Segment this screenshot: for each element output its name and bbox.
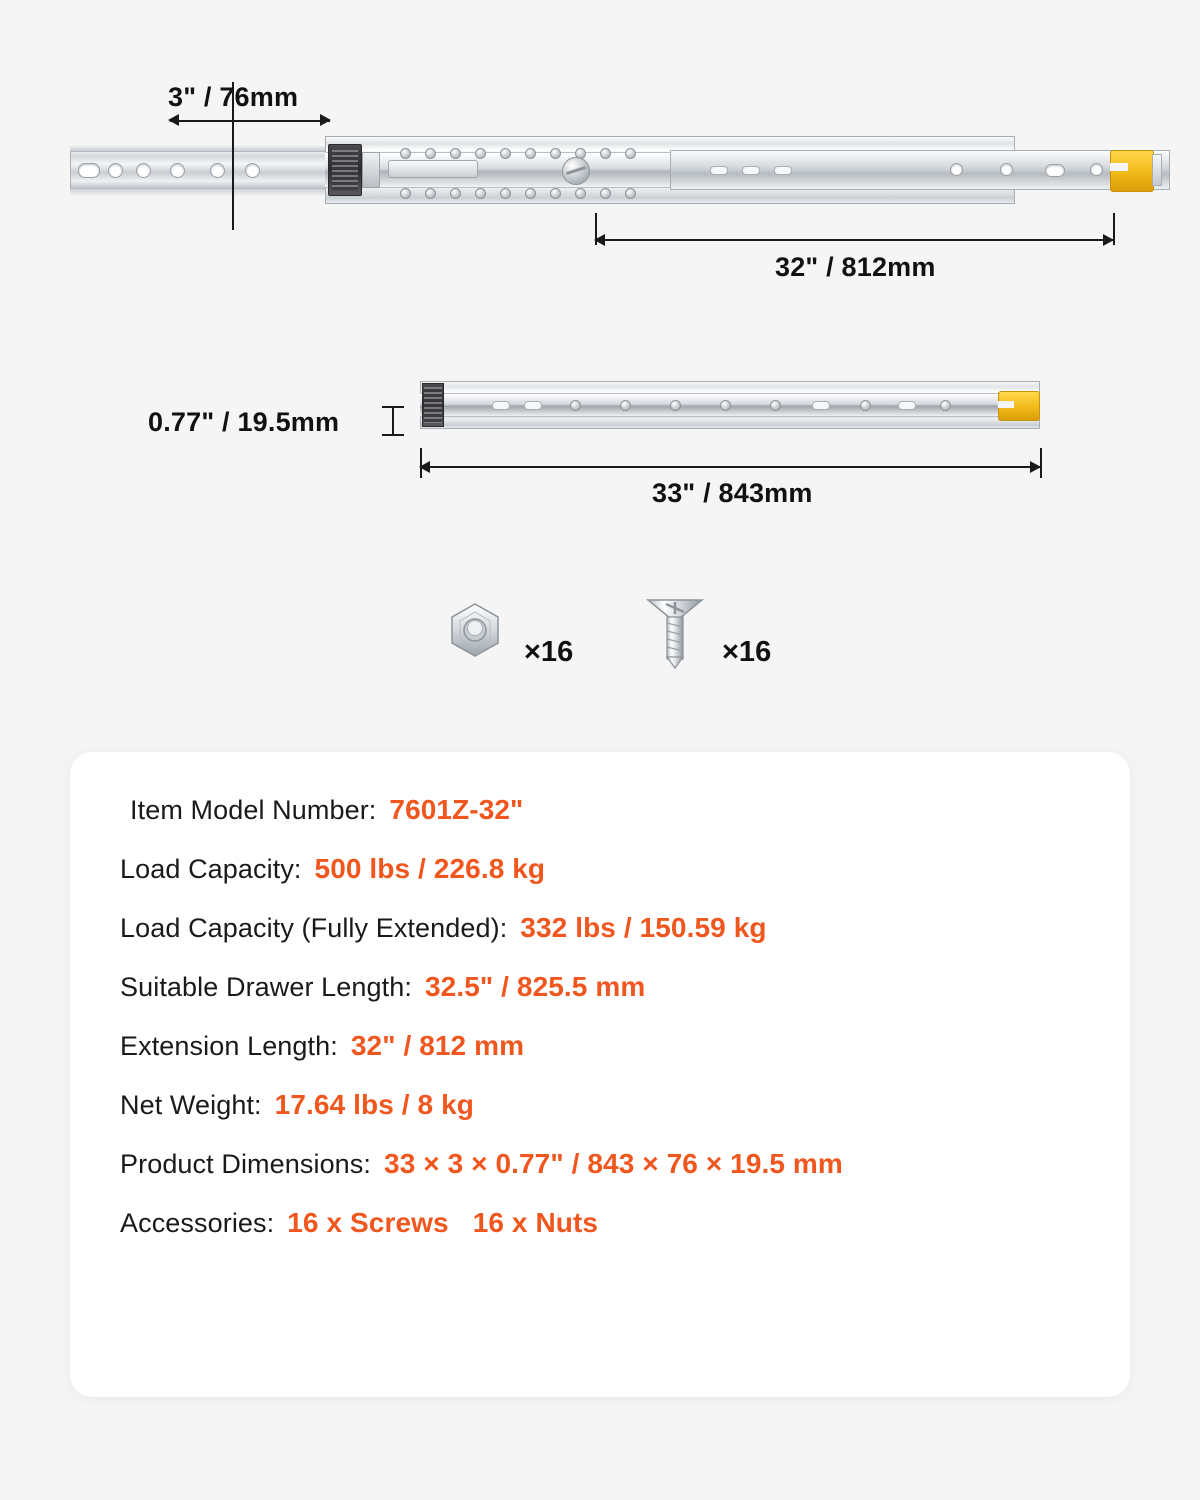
spec-row-extension-length <box>120 1030 1096 1062</box>
spec-value: 500 lbs / 226.8 kg <box>314 853 546 884</box>
release-lever-notch <box>998 401 1014 408</box>
ball-bearing <box>450 148 461 159</box>
spec-list <box>120 794 1096 1266</box>
ball-bearing <box>575 188 586 199</box>
spec-value: 33 × 3 × 0.77" / 843 × 76 × 19.5 mm <box>384 1148 843 1179</box>
mounting-hole <box>170 163 185 178</box>
mounting-hole <box>245 163 260 178</box>
inner-slot <box>1045 164 1065 177</box>
spec-value-nuts: 16 x Nuts <box>472 1207 599 1238</box>
ball-bearing <box>600 188 611 199</box>
mounting-hole <box>136 163 151 178</box>
ball-bearing <box>500 148 511 159</box>
spec-label: Net Weight: <box>120 1090 262 1120</box>
end-cap <box>1152 154 1162 186</box>
spec-label: Extension Length: <box>120 1031 338 1061</box>
ball-bearing <box>425 148 436 159</box>
drawer-slide-extended <box>70 130 1160 210</box>
extension-dim-bar <box>595 239 1115 241</box>
width-dim-bar <box>170 120 330 122</box>
release-lever <box>1110 150 1154 192</box>
ball-bearing <box>400 188 411 199</box>
extension-dim-label: 32" / 812mm <box>775 252 936 282</box>
spec-row-model <box>130 794 1096 826</box>
ball-bearing <box>500 188 511 199</box>
lock-bracket-ribs <box>424 387 442 423</box>
spec-value: 17.64 lbs / 8 kg <box>274 1089 474 1120</box>
spec-value: 7601Z-32" <box>389 794 524 825</box>
extension-dim-arrow-left <box>594 234 605 246</box>
ball-bearing <box>620 400 631 411</box>
mounting-slot <box>78 163 100 178</box>
ball-bearing <box>475 188 486 199</box>
ball-bearing <box>770 400 781 411</box>
ball-bearing <box>625 148 636 159</box>
spec-row-drawer-length <box>120 971 1096 1003</box>
screw-head-icon <box>562 157 590 185</box>
ball-bearing <box>860 400 871 411</box>
ball-bearing <box>450 188 461 199</box>
ball-bearing <box>525 148 536 159</box>
spec-value: 32.5" / 825.5 mm <box>424 971 646 1002</box>
length-dim-bar <box>420 466 1042 468</box>
spec-row-load-capacity-extended <box>120 912 1096 944</box>
spec-value-screws: 16 x Screws <box>287 1207 449 1238</box>
width-dim-label: 3" / 76mm <box>168 82 299 112</box>
mounting-hole <box>108 163 123 178</box>
ball-bearing <box>550 188 561 199</box>
spec-label: Product Dimensions: <box>120 1149 372 1179</box>
retaining-clip <box>362 152 380 188</box>
release-lever-notch <box>1110 163 1128 171</box>
ball-bearing-row-bottom <box>400 188 636 199</box>
ball-bearing <box>400 148 411 159</box>
drawer-slide-closed <box>420 375 1040 435</box>
ball-bearing-row-top <box>400 148 636 159</box>
product-diagram <box>0 0 1200 740</box>
slide-slot <box>492 401 510 410</box>
lock-bracket-ribs <box>332 150 358 190</box>
spec-label: Load Capacity: <box>120 854 302 884</box>
inner-hole <box>1090 163 1103 176</box>
height-dim-label: 0.77" / 19.5mm <box>148 407 340 437</box>
spec-label: Load Capacity (Fully Extended): <box>120 913 508 943</box>
latch-plate <box>388 160 478 178</box>
inner-slot <box>774 166 792 175</box>
ball-bearing <box>625 188 636 199</box>
ball-bearing <box>425 188 436 199</box>
ball-bearing <box>600 148 611 159</box>
length-dim-arrow-left <box>419 461 430 473</box>
spec-row-accessories <box>120 1207 1096 1239</box>
screw-icon <box>640 588 710 681</box>
inner-hole <box>950 163 963 176</box>
spec-value: 32" / 812 mm <box>350 1030 525 1061</box>
length-dim-arrow-right <box>1030 461 1041 473</box>
ball-bearing <box>940 400 951 411</box>
width-dim-arrow-left <box>168 114 179 126</box>
mounting-hole <box>210 163 225 178</box>
ball-bearing <box>670 400 681 411</box>
spec-row-load-capacity <box>120 853 1096 885</box>
nut-icon <box>440 598 510 671</box>
inner-slot <box>742 166 760 175</box>
spec-card <box>70 752 1130 1397</box>
width-dim-arrow-right <box>320 114 331 126</box>
inner-hole <box>1000 163 1013 176</box>
spec-label: Suitable Drawer Length: <box>120 972 412 1002</box>
ball-bearing <box>525 188 536 199</box>
slide-slot <box>812 401 830 410</box>
spec-row-net-weight <box>120 1089 1096 1121</box>
nut-count-label: ×16 <box>524 636 574 668</box>
spec-value: 332 lbs / 150.59 kg <box>520 912 767 943</box>
spec-label: Accessories: <box>120 1208 275 1238</box>
length-dim-label: 33" / 843mm <box>652 478 813 508</box>
slide-slot <box>898 401 916 410</box>
spec-row-product-dimensions <box>120 1148 1096 1180</box>
ball-bearing <box>720 400 731 411</box>
slide-slot <box>524 401 542 410</box>
screw-count-label: ×16 <box>722 636 772 668</box>
ball-bearing <box>570 400 581 411</box>
inner-slot <box>710 166 728 175</box>
ball-bearing <box>550 148 561 159</box>
ball-bearing <box>475 148 486 159</box>
spec-label: Item Model Number: <box>130 795 377 825</box>
height-caliper-icon <box>382 406 404 436</box>
extension-dim-arrow-right <box>1103 234 1114 246</box>
